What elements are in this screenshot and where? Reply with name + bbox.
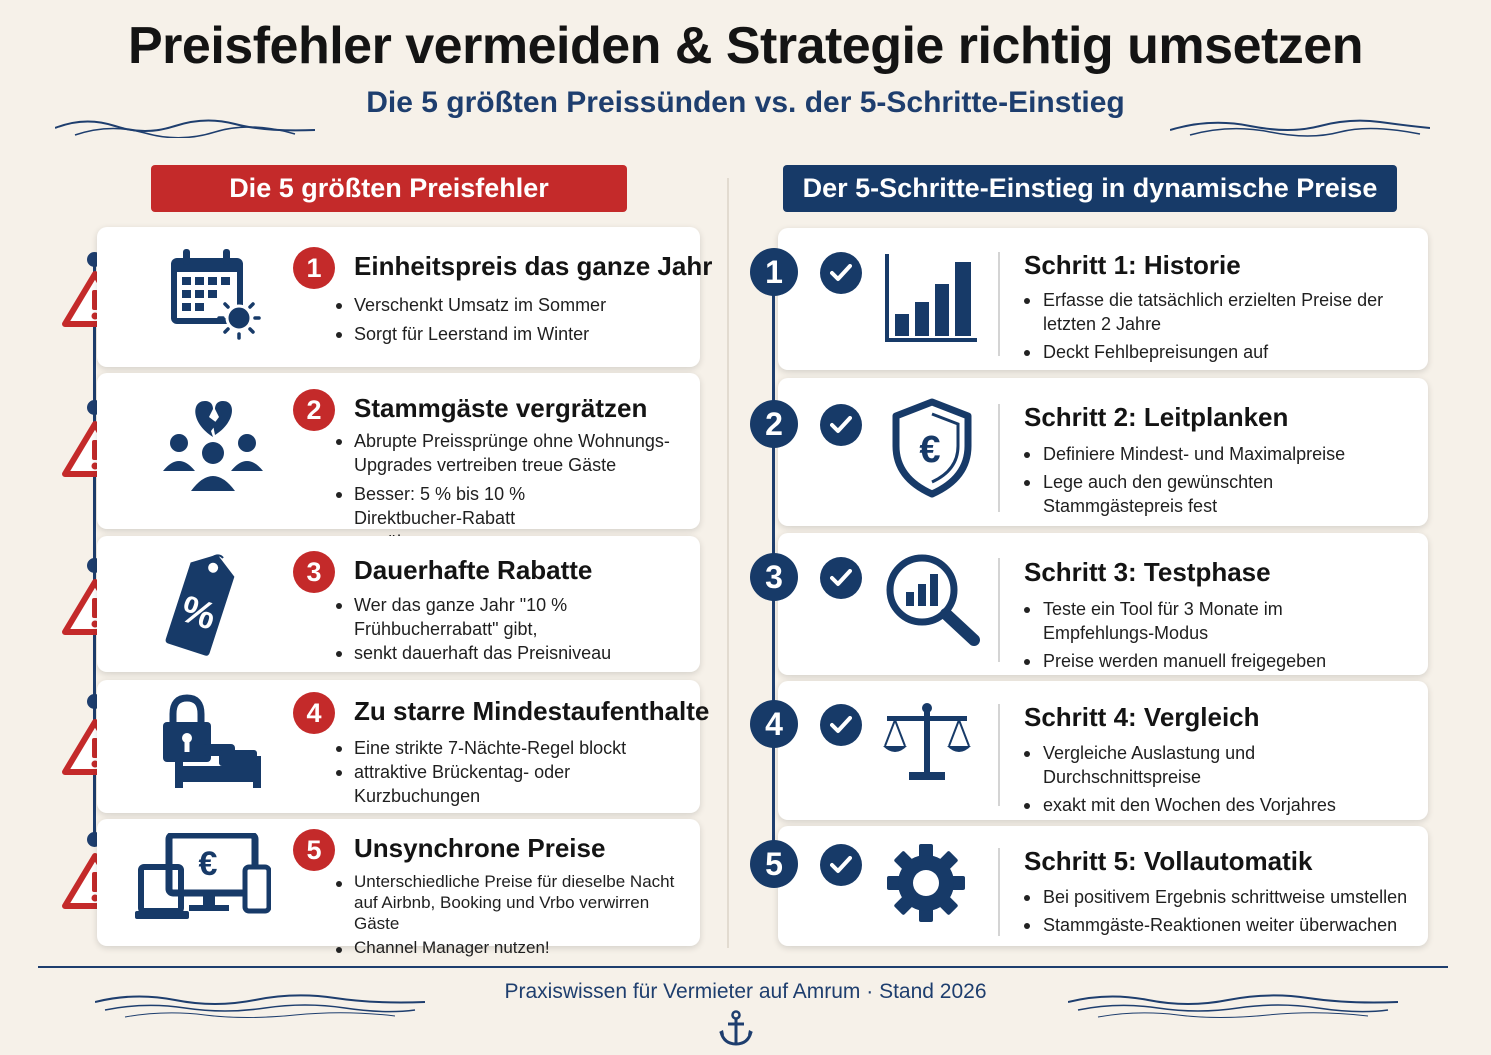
error-card-4 [97, 680, 710, 813]
magnifier-chart-icon [884, 552, 984, 648]
error-title: Zu starre Mindestaufenthalte [354, 696, 710, 726]
calendar-sun-icon [165, 244, 265, 344]
bullet-item: Wer das ganze Jahr "10 % Frühbucherrabatt" gibt, [332, 593, 612, 641]
error-bullets [332, 293, 692, 351]
bullet-item: Channel Manager nutzen! [332, 937, 692, 958]
step-bullets [1020, 442, 1350, 522]
wave-left-icon [55, 108, 315, 138]
gear-icon [885, 842, 967, 924]
step-title: Schritt 1: Historie [1024, 250, 1241, 280]
steps-column-heading: Der 5-Schritte-Einstieg in dynamische Preise [783, 165, 1397, 212]
step-number-badge: 1 [750, 248, 798, 296]
footer-line [38, 966, 1448, 968]
error-card-5 [97, 819, 700, 957]
svg-text:%: % [175, 588, 221, 639]
step-title: Schritt 5: Vollautomatik [1024, 846, 1313, 876]
step-title: Schritt 3: Testphase [1024, 557, 1271, 587]
percent-tag-icon [157, 548, 247, 656]
step-number-badge: 2 [750, 400, 798, 448]
bullet-item: Teste ein Tool für 3 Monate im Empfehlungs-Modus [1020, 597, 1300, 645]
page-title: Preisfehler vermeiden & Strategie richtig umsetzen [128, 17, 1363, 75]
bullet-item: exakt mit den Wochen des Vorjahres [1020, 793, 1350, 817]
card-separator [998, 404, 1000, 512]
step-bullets [1020, 885, 1410, 941]
step-number-badge: 3 [750, 553, 798, 601]
error-title: Einheitspreis das ganze Jahr [354, 251, 713, 281]
step-bullets [1020, 741, 1350, 821]
check-icon [820, 844, 862, 886]
step-bullets [1020, 597, 1350, 677]
bullet-item: Bei positivem Ergebnis schrittweise umstellen [1020, 885, 1410, 909]
error-bullets [332, 593, 692, 670]
error-card-2 [97, 373, 700, 529]
bullet-item: attraktive Brückentag- oder Kurzbuchungen [332, 760, 592, 808]
lock-bed-icon [159, 694, 263, 790]
bullet-item: Verschenkt Umsatz im Sommer [332, 293, 692, 317]
card-separator [998, 252, 1000, 356]
card-separator [998, 848, 1000, 936]
bullet-item: Definiere Mindest- und Maximalpreise [1020, 442, 1380, 466]
svg-text:€: € [198, 845, 218, 883]
check-icon [820, 704, 862, 746]
anchor-icon [718, 1010, 754, 1048]
error-number-badge: 1 [293, 247, 335, 289]
check-icon [820, 252, 862, 294]
bullet-item: Unterschiedliche Preise für dieselbe Nacht auf Airbnb, Booking und Vrbo verwirren Gäste [332, 871, 692, 934]
step-title: Schritt 4: Vergleich [1024, 702, 1260, 732]
error-number-badge: 5 [293, 829, 335, 871]
check-icon [820, 557, 862, 599]
step-bullets [1020, 288, 1390, 368]
bullet-item: Lege auch den gewünschten Stammgästepreis fest [1020, 470, 1290, 518]
bullet-item: Sorgt für Leerstand im Winter [332, 322, 692, 346]
error-card-3 [97, 536, 700, 672]
bullet-item: Erfasse die tatsächlich erzielten Preise der letzten 2 Jahre [1020, 288, 1390, 336]
error-title: Unsynchrone Preise [354, 833, 606, 863]
bullet-item: Preise werden manuell freigegeben [1020, 649, 1350, 673]
broken-heart-guests-icon [161, 395, 265, 493]
bar-chart-icon [883, 252, 979, 344]
error-bullets [332, 871, 692, 963]
wave-right-icon [1170, 108, 1430, 138]
euro-shield-icon [892, 398, 972, 498]
error-number-badge: 3 [293, 551, 335, 593]
scale-icon [881, 700, 973, 784]
error-title: Stammgäste vergrätzen [354, 393, 648, 423]
bullet-item: Besser: 5 % bis 10 % Direktbucher-Rabatt [332, 482, 572, 554]
card-separator [998, 704, 1000, 806]
error-number-badge: 4 [293, 692, 335, 734]
bullet-item: Deckt Fehlbepreisungen auf [1020, 340, 1390, 364]
bullet-item: Stammgäste-Reaktionen weiter überwachen [1020, 913, 1410, 937]
step-number-badge: 4 [750, 700, 798, 748]
bullet-item: Eine strikte 7-Nächte-Regel blockt [332, 736, 692, 760]
error-title: Dauerhafte Rabatte [354, 555, 593, 585]
bullet-item: Abrupte Preissprünge ohne Wohnungs-Upgrades vertreiben treue Gäste [332, 429, 697, 477]
page-subtitle: Die 5 größten Preissünden vs. der 5-Schritte-Einstieg [366, 86, 1125, 119]
card-separator [998, 558, 1000, 662]
step-title: Schritt 2: Leitplanken [1024, 402, 1289, 432]
errors-column-heading: Die 5 größten Preisfehler [151, 165, 627, 212]
step-number-badge: 5 [750, 840, 798, 888]
check-icon [820, 404, 862, 446]
error-card-1 [97, 227, 713, 367]
column-divider [727, 178, 729, 948]
bullet-item: Vergleiche Auslastung und Durchschnittspreise [1020, 741, 1280, 789]
footer-text: Praxiswissen für Vermieter auf Amrum · Stand 2026 [504, 980, 987, 1003]
devices-euro-icon [135, 833, 271, 923]
error-number-badge: 2 [293, 389, 335, 431]
svg-text:€: € [919, 429, 941, 471]
bullet-item: senkt dauerhaft das Preisniveau [332, 641, 692, 665]
error-bullets [332, 736, 692, 813]
